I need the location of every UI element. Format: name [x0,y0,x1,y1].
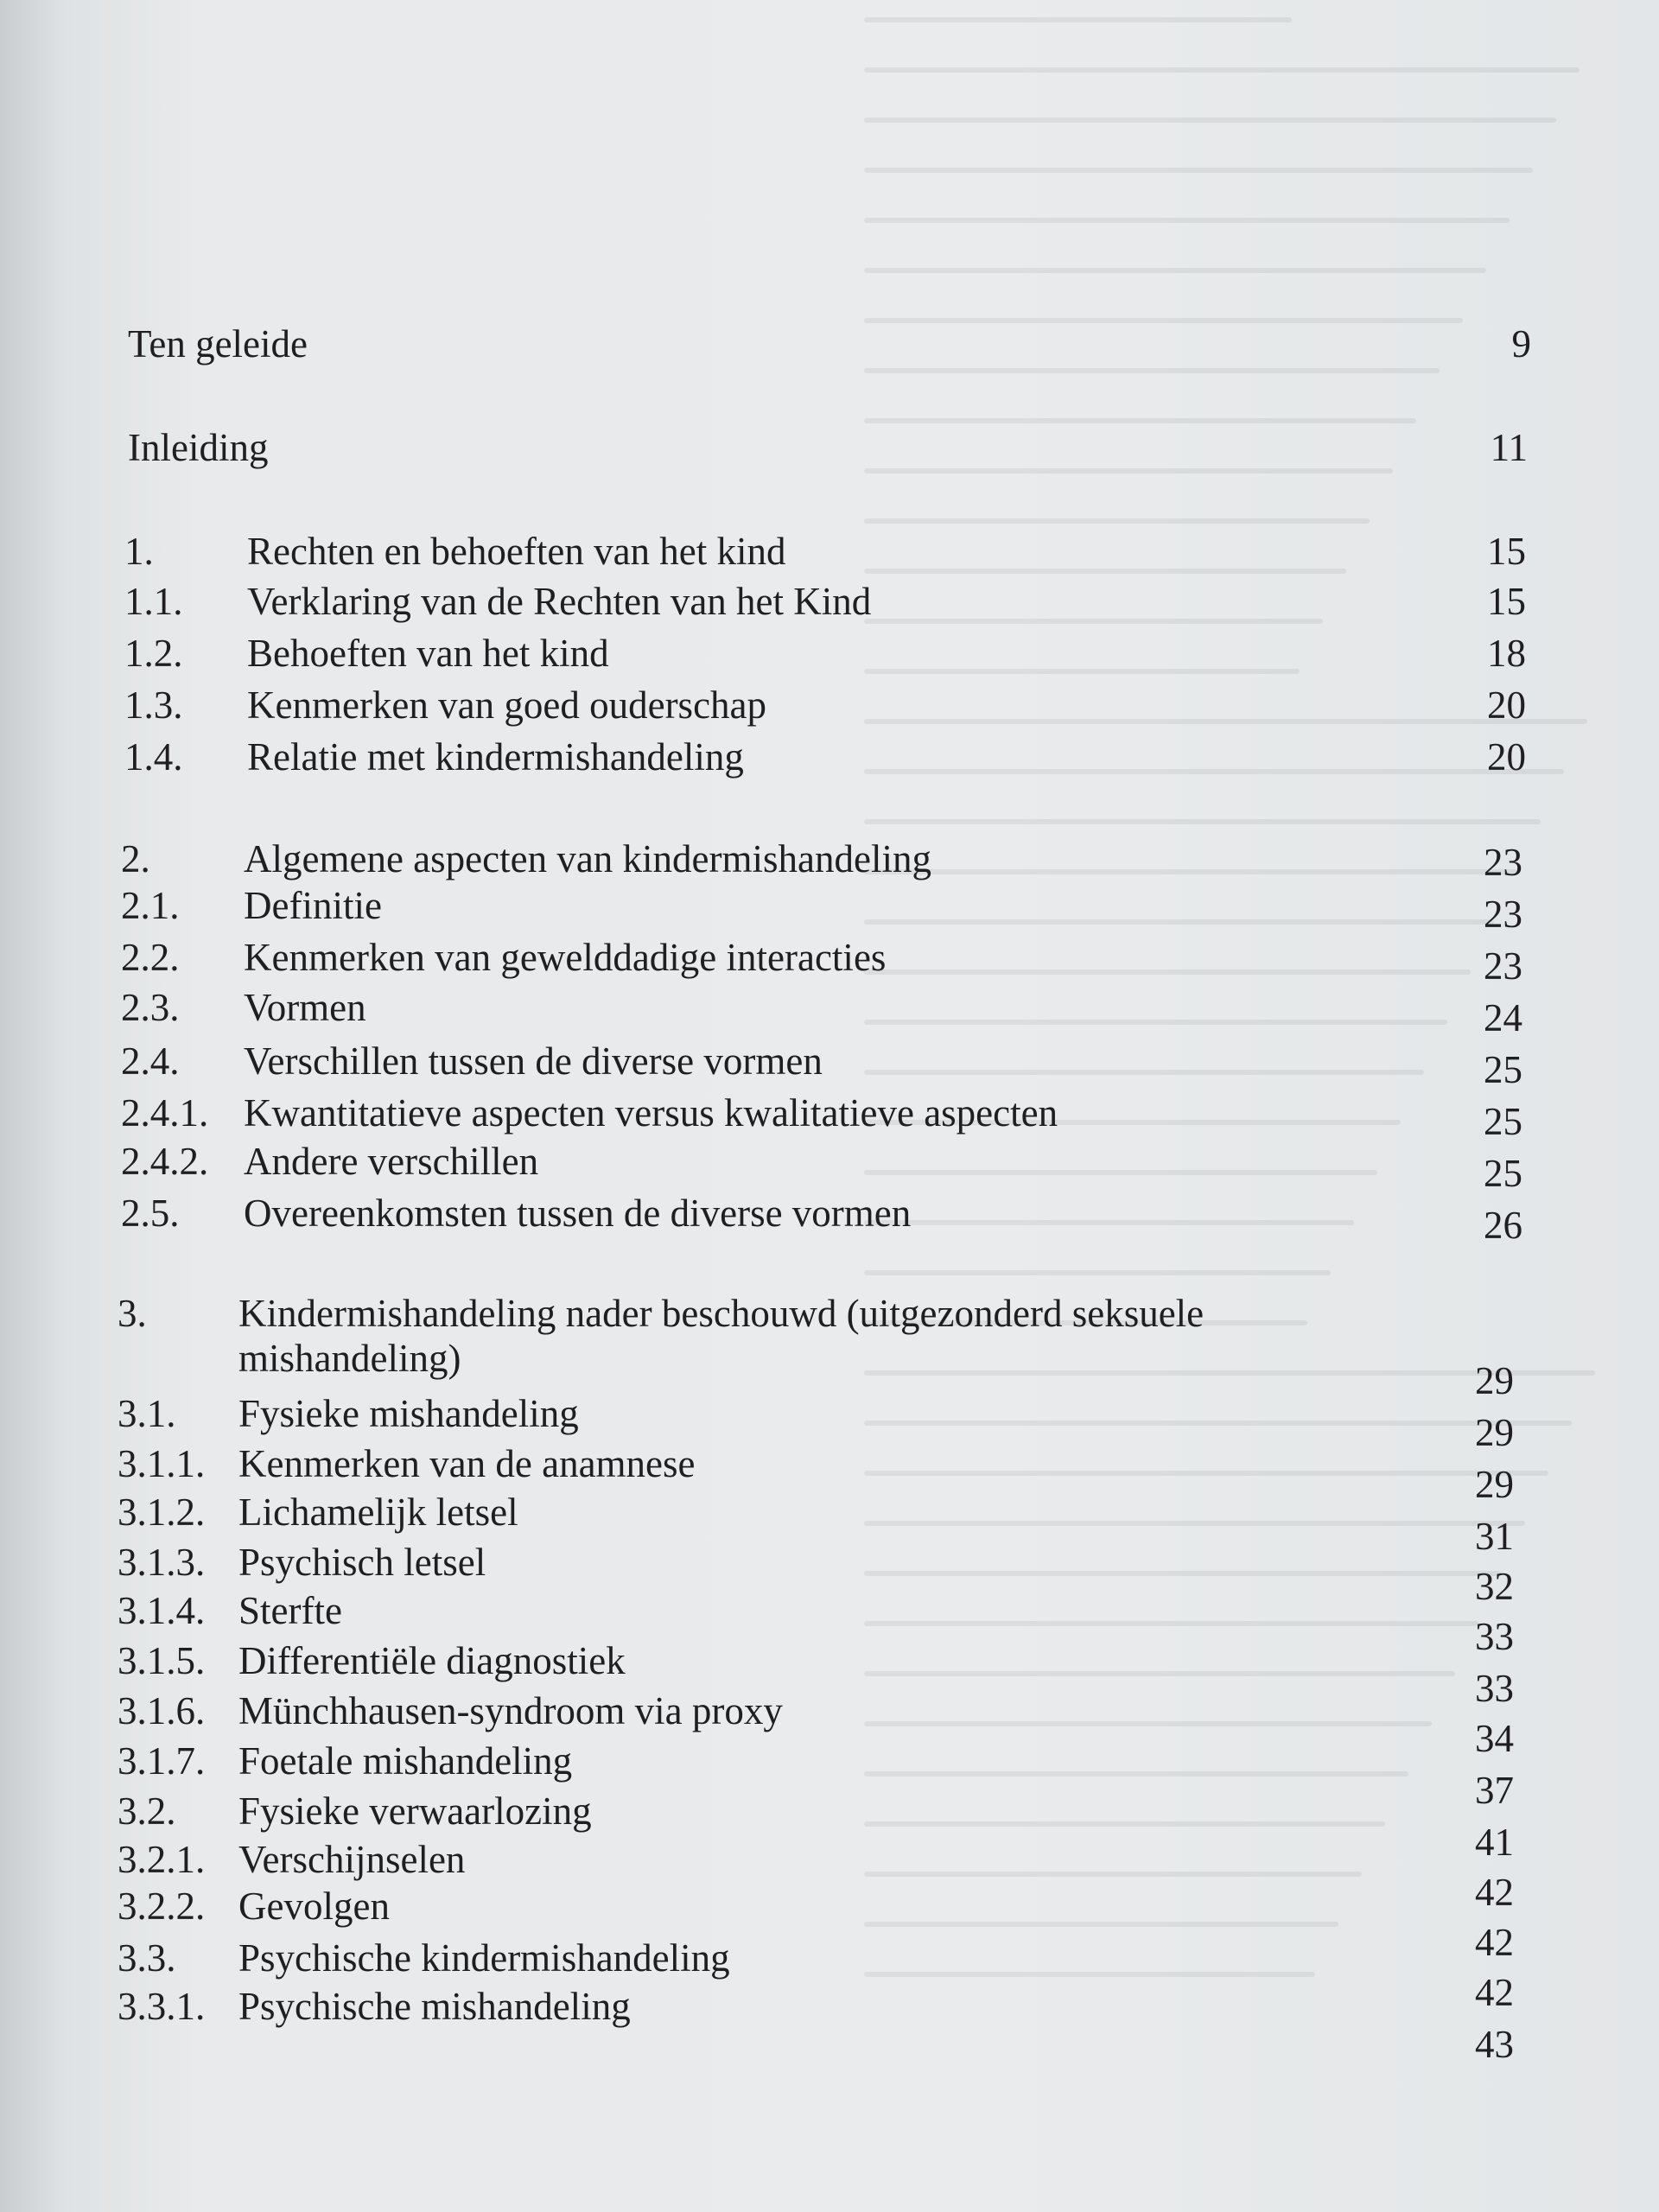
toc-entry-title: Fysieke mishandeling [238,1392,579,1435]
toc-entry-number: 3.1.1. [118,1442,206,1485]
toc-entry-page: 25 [1484,1100,1522,1143]
toc-entry-number: 3.1.6. [118,1689,206,1732]
toc-entry-number: 3.1.4. [118,1589,206,1632]
toc-entry-page: 23 [1484,841,1522,884]
toc-entry-number: 2. [121,837,150,880]
toc-entry-page: 15 [1487,530,1526,573]
toc-entry-title: Andere verschillen [244,1140,539,1183]
toc-entry-page: 41 [1475,1821,1514,1864]
toc-entry-page: 24 [1484,996,1522,1039]
toc-entry-page: 29 [1475,1463,1514,1506]
toc-entry-number: 3.1.2. [118,1491,206,1534]
toc-entry-number: 3.2.1. [118,1838,206,1881]
toc-entry-number: 3.3.1. [118,1985,206,2028]
toc-entry-title: Definitie [244,884,382,927]
toc-entry-number: 2.4.2. [121,1140,209,1183]
toc-entry-number: 1.1. [124,580,183,623]
toc-entry-title: Overeenkomsten tussen de diverse vormen [244,1192,912,1235]
toc-entry-number: 1.2. [124,632,183,675]
toc-entry-page: 42 [1475,1871,1514,1914]
toc-entry-page: 42 [1475,1971,1514,2014]
toc-entry-page: 29 [1475,1411,1514,1454]
toc-entry-number: 2.4. [121,1039,180,1083]
toc-entry-page: 43 [1475,2023,1514,2066]
toc-entry-number: 3.1.7. [118,1739,206,1783]
toc-entry-number: 2.1. [121,884,180,927]
toc-entry-number: 2.4.1. [121,1091,209,1135]
toc-entry-number: 3.1. [118,1392,176,1435]
toc-entry-title: Verklaring van de Rechten van het Kind [247,580,872,623]
toc-entry-title: Vormen [244,986,366,1029]
toc-entry-page: 29 [1475,1359,1514,1402]
toc-entry-title: Behoeften van het kind [247,632,609,675]
toc-entry-page: 18 [1487,632,1526,675]
toc-entry-page: 33 [1475,1667,1514,1710]
toc-entry-title: Rechten en behoeften van het kind [247,530,786,573]
toc-entry-number: 3.1.3. [118,1541,206,1584]
toc-entry-number: 2.5. [121,1192,180,1235]
toc-entry-page: 25 [1484,1048,1522,1091]
toc-entry-number: 3. [118,1292,147,1335]
toc-entry-title: Kwantitatieve aspecten versus kwalitatieve aspecten [244,1091,1058,1135]
toc-entry-page: 23 [1484,893,1522,936]
toc-entry-title: Verschillen tussen de diverse vormen [244,1039,823,1083]
toc-entry-title: Kenmerken van gewelddadige interacties [244,936,887,979]
toc-entry-title: Differentiële diagnostiek [238,1639,626,1682]
toc-entry-page: 31 [1475,1515,1514,1558]
toc-entry-title: Psychische mishandeling [238,1985,631,2028]
toc-entry-number: 1. [124,530,154,573]
toc-entry-title: Algemene aspecten van kindermishandeling [244,837,931,880]
toc-entry-number: 3.2. [118,1789,176,1833]
toc-entry-title: Fysieke verwaarlozing [238,1789,592,1833]
toc-entry-title: Inleiding [128,426,269,469]
toc-entry-page: 9 [1511,322,1531,365]
toc-entry-number: 3.2.2. [118,1885,206,1928]
toc-entry-page: 20 [1487,735,1526,779]
toc-entry-number: 3.1.5. [118,1639,206,1682]
toc-entry-title: Kindermishandeling nader beschouwd (uitgezonderd seksuele mishandeling) [238,1292,1205,1380]
toc-entry-title: Psychisch letsel [238,1541,486,1584]
toc-entry-title: Lichamelijk letsel [238,1491,518,1534]
toc-entry-number: 1.4. [124,735,183,779]
toc-entry-page: 42 [1475,1921,1514,1964]
toc-entry-title: Verschijnselen [238,1838,466,1881]
toc-entry-page: 33 [1475,1615,1514,1658]
toc-entry-title: Relatie met kindermishandeling [247,735,744,779]
toc-entry-title: Foetale mishandeling [238,1739,573,1783]
toc-entry-number: 1.3. [124,683,183,727]
toc-entry-number: 3.3. [118,1936,176,1980]
toc-entry-title: Gevolgen [238,1885,390,1928]
toc-entry-page: 20 [1487,683,1526,727]
toc-entry-number: 2.3. [121,986,180,1029]
toc-entry-title: Kenmerken van de anamnese [238,1442,696,1485]
toc-entry-page: 11 [1490,426,1528,469]
toc-entry-number: 2.2. [121,936,180,979]
toc-entry-title: Sterfte [238,1589,342,1632]
toc-entry-title: Psychische kindermishandeling [238,1936,730,1980]
toc-entry-page: 32 [1475,1565,1514,1608]
toc-entry-page: 34 [1475,1717,1514,1760]
toc-entry-page: 23 [1484,944,1522,988]
toc-entry-title: Kenmerken van goed ouderschap [247,683,767,727]
toc-entry-page: 37 [1475,1769,1514,1812]
toc-entry-title: Ten geleide [128,322,308,365]
toc-entry-page: 26 [1484,1204,1522,1247]
toc-entry-page: 15 [1487,580,1526,623]
toc-entry-page: 25 [1484,1152,1522,1195]
toc-entry-title: Münchhausen-syndroom via proxy [238,1689,783,1732]
